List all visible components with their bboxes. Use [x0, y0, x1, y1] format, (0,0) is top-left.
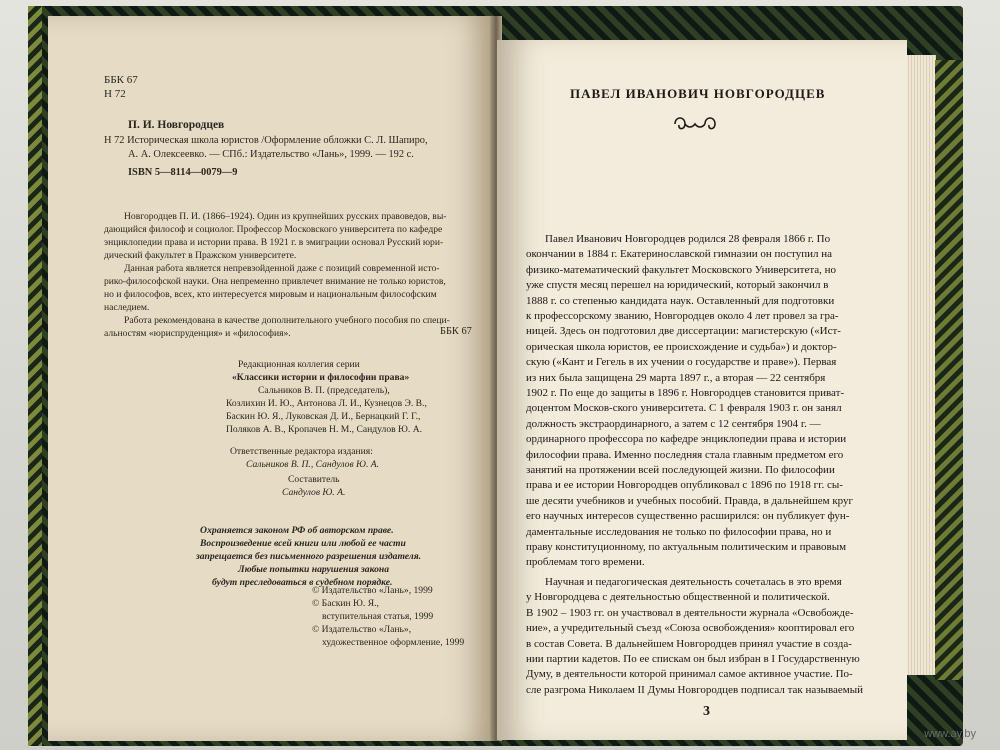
text-line: философии права. Именно последняя стала главным предметом его	[526, 448, 844, 461]
text-line: В 1902 – 1903 гг. он участвовал в деятельности журнала «Освобожде-	[526, 606, 854, 619]
editors-heading: Ответственные редактора издания:	[230, 446, 373, 457]
text-line: сле разгрома Николаем II Думы Новгородцев подписал так называемый	[526, 683, 864, 696]
cover-edge-left	[28, 6, 42, 746]
text-line: к профессорскому званию, Новгородцев около 4 лет провел за гра-	[526, 310, 839, 322]
ornament-icon	[670, 112, 720, 136]
text-line: его научных интересов существенно расширился: он публикует фун-	[526, 510, 850, 523]
text-line: ние», а учредительный съезд «Союза освобождения» кооптировал его	[526, 622, 855, 635]
annotation-line: альностям «юриспруденция» и «философия».	[104, 328, 291, 339]
notice-line: Любые попытки нарушения закона	[238, 564, 390, 575]
page-number: 3	[703, 704, 710, 719]
compiler-heading: Составитель	[288, 474, 340, 485]
copyright-line: вступительная статья, 1999	[322, 611, 434, 622]
cover-edge-right	[935, 60, 963, 680]
annotation-line: рико-философской науки. Она непременно привлечет внимание не только юристов,	[104, 276, 446, 287]
text-line: занятий на протяжении всей последующей жизни. По философии	[526, 464, 835, 476]
publisher-line: А. А. Олексеевко. — СПб.: Издательство «Лань», 1999. — 192 с.	[128, 149, 414, 160]
text-line: даментальные исследования не только по философии права, но и	[526, 525, 832, 538]
editors: Сальников В. П., Сандулов Ю. А.	[246, 459, 379, 470]
board-member: Баскин Ю. Я., Луковская Д. И., Бернацкий Г. Г.,	[226, 411, 421, 422]
text-line: из них была защищена 29 марта 1897 г., а вторая — 22 сентября	[526, 371, 826, 384]
text-line: орическая школа юристов, ее происхождение и судьба») и доктор-	[526, 340, 837, 353]
text-line: ницей. Здесь он подготовил две диссертации: магистерскую («Ист-	[526, 325, 841, 338]
annotation-line: Новгородцев П. И. (1866–1924). Один из крупнейших русских правоведов, вы-	[124, 211, 447, 222]
text-line: Научная и педагогическая деятельность сочеталась в это время	[545, 576, 842, 588]
notice-line: запрещается без письменного разрешения издателя.	[196, 551, 422, 562]
annotation-line: наследием.	[104, 302, 150, 313]
notice-line: Воспроизведение всей книги или любой ее части	[200, 538, 406, 549]
board-heading: Редакционная коллегия серии	[238, 359, 360, 370]
annotation-line: дающийся философ и социолог. Профессор Московского университета по кафедре	[104, 224, 443, 235]
text-line: должность экстраординарного, а затем с 12 сентября 1904 г. —	[526, 417, 821, 430]
text-line: праву конституционному, по актуальным политическим и правовым	[526, 541, 847, 553]
text-line: в состав Совета. В дальнейшем Новгородцев принял участие в созда-	[526, 637, 852, 650]
text-line: права и ее истории Новгородцев опубликовал с 1896 по 1918 гг. сы-	[526, 479, 843, 492]
text-line: проблемам того времени.	[526, 556, 645, 569]
text-line: окончании в 1884 г. Екатеринославской гимназии он поступил на	[526, 248, 833, 261]
text-line: скую («Кант и Гегель в их учении о государстве и праве»). Первая	[526, 356, 837, 369]
notice-line: Охраняется законом РФ об авторском праве.	[200, 525, 394, 536]
page-title: ПАВЕЛ ИВАНОВИЧ НОВГОРОДЦЕВ	[570, 86, 826, 101]
author-name: П. И. Новгородцев	[128, 119, 225, 131]
h-code: Н 72	[104, 88, 126, 100]
text-line: ше десяти учебников и учебных пособий. Правда, в дальнейшем круг	[526, 494, 854, 507]
text-line: 1888 г. со степенью кандидата наук. Оставленный для подготовки	[526, 294, 835, 307]
text-line: Думу, в деятельности которой принимал самое активное участие. По-	[526, 668, 853, 681]
annotation-line: дический факультет в Пражском университете.	[104, 250, 297, 261]
text-line: физико-математический факультет Московского Университета, но	[526, 263, 837, 276]
compiler: Сандулов Ю. А.	[282, 487, 346, 498]
text-line: у Новгородцева с деятельностью общественной и политической.	[526, 591, 830, 604]
copyright-line: © Баскин Ю. Я.,	[312, 598, 379, 609]
copyright-line: художественное оформление, 1999	[322, 637, 465, 648]
bbk-right: ББК 67	[440, 326, 472, 337]
board-member: Козлихин И. Ю., Антонова Л. И., Кузнецов Э. В.,	[226, 398, 427, 409]
watermark-text: www.ay.by	[924, 728, 976, 740]
bbk-code: ББК 67	[104, 74, 138, 86]
annotation-line: энциклопедии права и истории права. В 1921 г. в эмиграции основал Русский юри-	[104, 237, 444, 248]
series-title: «Классики истории и философии права»	[232, 372, 410, 383]
notice-line: будут преследоваться в судебном порядке.	[212, 577, 393, 588]
text-line: Павел Иванович Новгородцев родился 28 февраля 1866 г. По	[545, 233, 831, 245]
board-member: Сальников В. П. (председатель),	[258, 385, 390, 396]
annotation-line: но и философов, всех, кто интересуется мировым и национальным философским	[104, 289, 437, 300]
board-member: Поляков А. В., Кропачев Н. М., Сандулов Ю. А.	[226, 424, 423, 435]
text-line: нии партии кадетов. По ее спискам он был избран в I Государственную	[526, 653, 860, 665]
isbn: ISBN 5—8114—0079—9	[128, 167, 238, 178]
text-line: 1902 г. По еще до защиты в 1896 г. Новгородцев становится приват-	[526, 387, 845, 399]
copyright-line: © Издательство «Лань», 1999	[312, 585, 433, 596]
copyright-line: © Издательство «Лань»,	[312, 624, 412, 635]
text-line: доцентом Москов-ского университета. С 1 февраля 1903 г. он занял	[526, 402, 842, 415]
annotation-line: Работа рекомендована в качестве дополнительного учебного пособия по специ-	[124, 315, 450, 326]
text-line: ординарного профессора по кафедре энциклопедии права и истории	[526, 433, 847, 446]
text-line: уже спустя месяц перешел на юридический, который закончил в	[526, 279, 829, 292]
h72-line: Н 72 Историческая школа юристов /Оформление обложки С. Л. Шапиро,	[104, 135, 428, 146]
annotation-line: Данная работа является непревзойденной даже с позиций современной исто-	[124, 263, 440, 274]
